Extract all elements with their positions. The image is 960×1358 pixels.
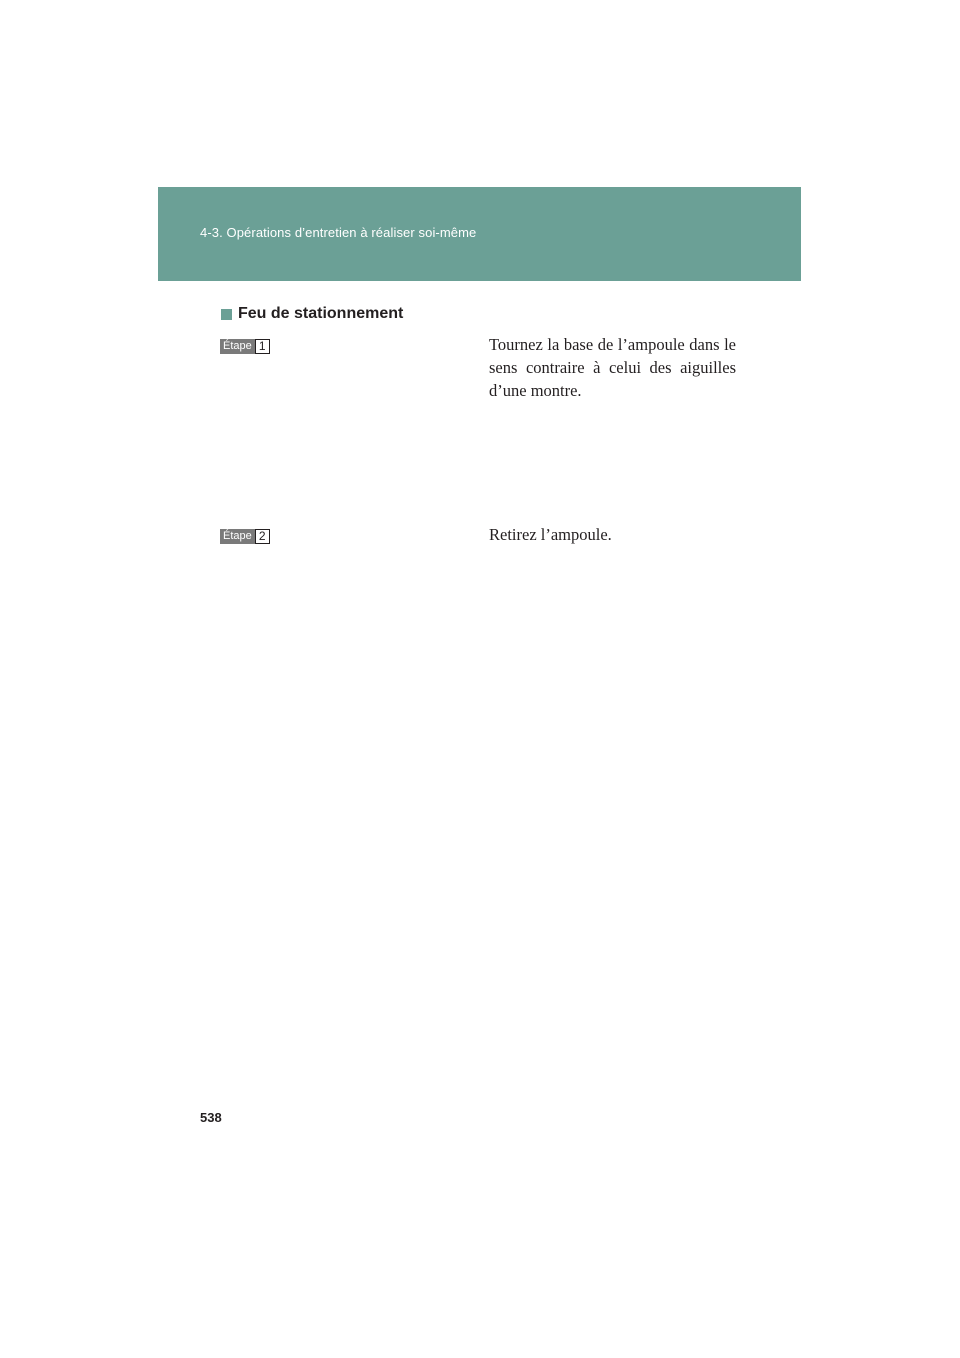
step-text-1: Tournez la base de l’ampoule dans le sens contraire à celui des aiguilles d’une montre.	[489, 335, 736, 400]
step-number: 2	[255, 529, 270, 544]
step-text-2: Retirez l’ampoule.	[489, 525, 612, 544]
section-heading-text: Feu de stationnement	[238, 305, 404, 322]
section-heading	[221, 305, 403, 323]
step-number: 1	[255, 339, 270, 354]
step-badge-2	[220, 529, 270, 544]
step-label: Étape	[220, 529, 255, 544]
chapter-title: 4-3. Opérations d’entretien à réaliser soi-même	[200, 225, 477, 240]
step-label: Étape	[220, 339, 255, 354]
square-bullet-icon	[221, 309, 232, 320]
section-header-band	[158, 187, 801, 281]
step-badge-1	[220, 339, 270, 354]
page-number: 538	[200, 1110, 222, 1125]
